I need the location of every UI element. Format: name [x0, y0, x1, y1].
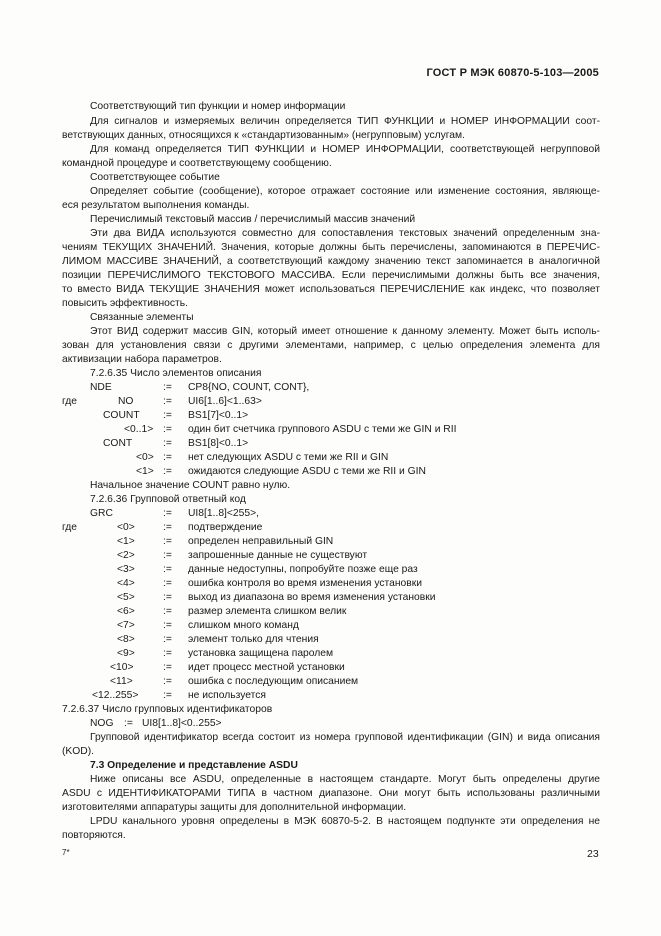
assign-operator: :=: [163, 508, 172, 519]
assign-operator: :=: [163, 592, 172, 603]
code-text: запрошенные данные не существуют: [188, 550, 368, 561]
code-key: <8>: [117, 634, 135, 645]
text-line: чениям ТЕКУЩИХ ЗНАЧЕНИЙ. Значения, которые должны быть перечислены, запоминаются в ПЕРЕЧИС-: [62, 242, 600, 253]
field-name: COUNT: [103, 410, 140, 421]
assign-operator: :=: [163, 410, 172, 421]
code-key: <5>: [117, 592, 135, 603]
field-name: GRC: [90, 508, 113, 519]
text-line: Соответствующий тип функции и номер информации: [90, 101, 346, 112]
text-line: Соответствующее событие: [90, 172, 220, 183]
assign-operator: :=: [163, 648, 172, 659]
text-line: Определяет событие (сообщение), которое отражает состояние или изменение состояния, являюще-: [90, 186, 600, 197]
text-line: (KOD).: [62, 746, 95, 757]
field-name: NDE: [90, 382, 112, 393]
value-key: <0..1>: [124, 424, 154, 435]
assign-operator: :=: [163, 620, 172, 631]
text-line: ветствующих данных, относящихся к «стандартизованным» (негрупповым) услугам.: [62, 130, 465, 141]
text-line: позиции ПЕРЕЧИСЛИМОГО ТЕКСТОВОГО МАССИВА. Если перечислимыми должны быть все значения,: [62, 270, 600, 281]
text-line: Этот ВИД содержит массив GIN, который имеет отношение к данному элементу. Может быть исполь-: [90, 326, 600, 337]
section-title: 7.2.6.35 Число элементов описания: [90, 368, 262, 379]
code-key: <7>: [117, 620, 135, 631]
assign-operator: :=: [163, 634, 172, 645]
assign-operator: :=: [163, 522, 172, 533]
text-line: ASDU с ИДЕНТИФИКАТОРАМИ ТИПА в частном диапазоне. Они могут быть использованы различными: [62, 788, 600, 799]
text-line: Ниже описаны все ASDU, определенные в настоящем стандарте. Могут быть определены другие: [90, 774, 600, 785]
text-line: LPDU канального уровня определены в МЭК 60870-5-2. В настоящем подпункте эти определения не: [90, 816, 600, 827]
code-text: определен неправильный GIN: [188, 536, 334, 547]
assign-operator: :=: [163, 662, 172, 673]
assign-operator: :=: [163, 438, 172, 449]
text-line: изготовителями аппаратуры защиты для дополнительной информации.: [62, 802, 407, 813]
code-text: элемент только для чтения: [188, 634, 319, 645]
code-key: <12..255>: [92, 690, 139, 701]
code-text: выход из диапазона во время изменения установки: [188, 592, 436, 603]
text-line: Перечислимый текстовый массив / перечислимый массив значений: [90, 214, 416, 225]
field-definition: UI8[1..8]<255>,: [188, 508, 259, 519]
field-name: NO: [118, 396, 134, 407]
code-key: <10>: [110, 662, 134, 673]
code-key: <9>: [117, 648, 135, 659]
code-key: <1>: [117, 536, 135, 547]
code-key: <6>: [117, 606, 135, 617]
assign-operator: :=: [163, 578, 172, 589]
code-text: ошибка контроля во время изменения установки: [188, 578, 422, 589]
text-line: Эти два ВИДА используются совместно для сопоставления текстовых значений определенным зна-: [90, 228, 600, 239]
code-key: <2>: [117, 550, 135, 561]
field-definition: UI8[1..8]<0..255>: [142, 718, 222, 729]
field-definition: BS1[8]<0..1>: [188, 438, 249, 449]
value-text: один бит счетчика группового ASDU с теми же GIN и RII: [188, 424, 457, 435]
field-name: NOG: [90, 718, 114, 729]
code-text: данные недоступны, попробуйте позже еще раз: [188, 564, 418, 575]
code-key: <3>: [117, 564, 135, 575]
code-key: <4>: [117, 578, 135, 589]
where-label: где: [62, 396, 78, 407]
value-text: ожидаются следующие ASDU с теми же RII и GIN: [188, 466, 426, 477]
code-key: <0>: [117, 522, 135, 533]
value-key: <1>: [136, 466, 154, 477]
text-line: Для команд определяется ТИП ФУНКЦИИ и НОМЕР ИНФОРМАЦИИ, соответствующей негрупповой: [90, 144, 600, 155]
text-line: Групповой идентификатор всегда состоит из номера групповой идентификации (GIN) и вида описания: [90, 732, 600, 743]
assign-operator: :=: [163, 424, 172, 435]
field-name: CONT: [103, 438, 133, 449]
assign-operator: :=: [163, 452, 172, 463]
text-line: зован для установления связи с другими элементами, например, с целью определения элемента для: [62, 340, 600, 351]
code-text: размер элемента слишком велик: [188, 606, 347, 617]
text-line: повторяются.: [62, 830, 126, 841]
assign-operator: :=: [163, 690, 172, 701]
assign-operator: :=: [163, 606, 172, 617]
assign-operator: :=: [163, 466, 172, 477]
assign-operator: :=: [163, 564, 172, 575]
assign-operator: :=: [163, 396, 172, 407]
text-line: Связанные элементы: [90, 312, 194, 323]
code-key: <11>: [110, 676, 133, 687]
text-line: Начальное значение COUNT равно нулю.: [90, 480, 291, 491]
field-definition: UI6[1..6]<1..63>: [188, 396, 262, 407]
where-label: где: [62, 522, 78, 533]
standard-header: ГОСТ Р МЭК 60870-5-103—2005: [426, 67, 599, 79]
text-line: ЛИМОМ МАССИВЕ ЗНАЧЕНИЙ, а соответствующий каждому значению текст запоминается в аналогичной: [62, 256, 600, 267]
code-text: ошибка с последующим описанием: [188, 676, 359, 687]
code-text: установка защищена паролем: [188, 648, 334, 659]
code-text: подтверждение: [188, 522, 263, 533]
footnote-mark: 7*: [62, 848, 70, 857]
text-line: еся результатом выполнения команды.: [62, 200, 250, 211]
value-key: <0>: [136, 452, 154, 463]
assign-operator: :=: [163, 382, 172, 393]
text-line: Для сигналов и измеряемых величин определяется ТИП ФУНКЦИИ и НОМЕР ИНФОРМАЦИИ соот-: [90, 116, 600, 127]
code-text: идет процесс местной установки: [188, 662, 345, 673]
text-line: повысить эффективность.: [62, 298, 189, 309]
section-title: 7.2.6.37 Число групповых идентификаторов: [62, 704, 273, 715]
text-line: то вместо ВИДА ТЕКУЩИЕ ЗНАЧЕНИЯ может использоваться ПЕРЕЧИСЛЕНИЕ как индекс, что позволяет: [62, 284, 600, 295]
assign-operator: :=: [163, 676, 172, 687]
page-number: 23: [587, 848, 599, 860]
assign-operator: :=: [124, 718, 133, 729]
section-heading: 7.3 Определение и представление ASDU: [90, 760, 298, 771]
code-text: слишком много команд: [188, 620, 299, 631]
value-text: нет следующих ASDU с теми же RII и GIN: [188, 452, 389, 463]
assign-operator: :=: [163, 536, 172, 547]
assign-operator: :=: [163, 550, 172, 561]
text-line: командной процедуре и соответствующему сообщению.: [62, 158, 332, 169]
code-text: не используется: [188, 690, 266, 701]
section-title: 7.2.6.36 Групповой ответный код: [90, 494, 246, 505]
field-definition: CP8{NO, COUNT, CONT},: [188, 382, 310, 393]
text-line: активизации набора параметров.: [62, 354, 222, 365]
field-definition: BS1[7]<0..1>: [188, 410, 249, 421]
